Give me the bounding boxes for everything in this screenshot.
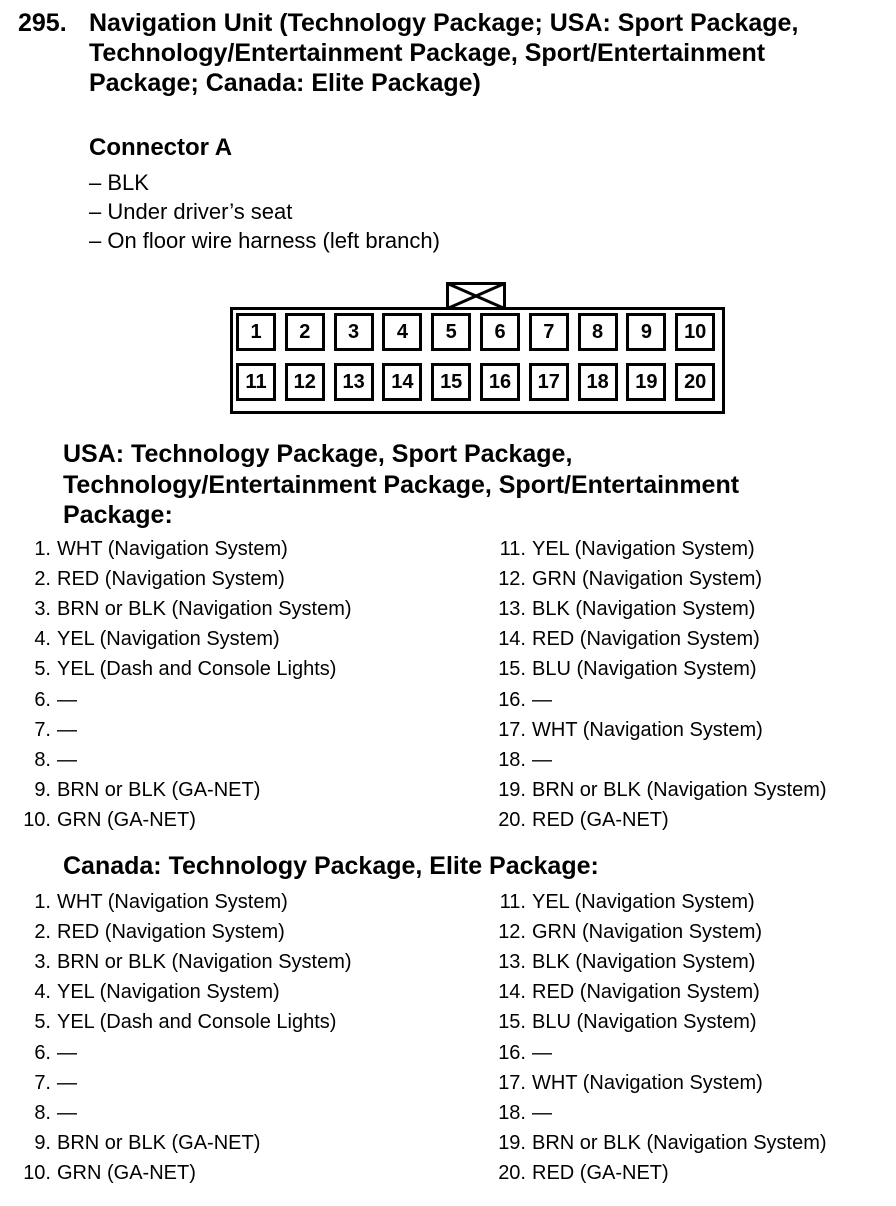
pin-description: YEL (Dash and Console Lights) bbox=[57, 658, 337, 681]
pin-description: GRN (GA-NET) bbox=[57, 1161, 196, 1184]
pin-description: — bbox=[57, 688, 77, 711]
pin-description: BLK (Navigation System) bbox=[532, 598, 756, 621]
pin-description: BRN or BLK (Navigation System) bbox=[57, 951, 352, 974]
connector-body bbox=[230, 307, 725, 414]
pin-list-item bbox=[494, 628, 760, 651]
pin-number: 8. bbox=[34, 748, 51, 771]
pin-number: 13. bbox=[498, 951, 526, 974]
connector-pin-16: 16 bbox=[480, 363, 520, 401]
connector-lock-tab-icon bbox=[446, 282, 506, 310]
pin-description: BRN or BLK (Navigation System) bbox=[532, 1131, 827, 1154]
pin-number: 17. bbox=[498, 1071, 526, 1094]
pin-number: 7. bbox=[34, 1071, 51, 1094]
pin-list-item bbox=[20, 628, 280, 651]
pin-list-item bbox=[20, 1072, 77, 1095]
pin-description: BRN or BLK (Navigation System) bbox=[57, 598, 352, 621]
pin-number: 3. bbox=[34, 951, 51, 974]
connector-diagram bbox=[230, 282, 725, 414]
pin-list-item bbox=[20, 689, 77, 712]
pin-description: WHT (Navigation System) bbox=[57, 891, 288, 913]
connector-detail-color: – BLK bbox=[89, 170, 149, 195]
connector-pin-4: 4 bbox=[382, 313, 422, 351]
pin-number: 5. bbox=[34, 658, 51, 681]
pin-number: 5. bbox=[34, 1011, 51, 1034]
pin-list-item bbox=[20, 921, 285, 944]
connector-pin-13: 13 bbox=[334, 363, 374, 401]
connector-pin-7: 7 bbox=[529, 313, 569, 351]
connector-detail-location: – Under driver’s seat bbox=[89, 199, 293, 224]
connector-pin-18: 18 bbox=[578, 363, 618, 401]
pin-number: 9. bbox=[34, 1131, 51, 1154]
pin-number: 18. bbox=[498, 748, 526, 771]
page-title-line-2: Technology/Entertainment Package, Sport/Entertainment bbox=[89, 39, 766, 67]
connector-pin-14: 14 bbox=[382, 363, 422, 401]
pin-list-item bbox=[20, 779, 260, 802]
connector-heading: Connector A bbox=[89, 134, 233, 161]
pin-description: RED (GA-NET) bbox=[532, 808, 669, 831]
connector-pin-12: 12 bbox=[285, 363, 325, 401]
pin-list-item bbox=[20, 951, 352, 974]
page-title-line-3: Package; Canada: Elite Package) bbox=[89, 69, 481, 97]
connector-pin-8: 8 bbox=[578, 313, 618, 351]
pin-list-item bbox=[494, 1102, 552, 1125]
pin-list-item bbox=[494, 921, 762, 944]
pin-number: 10. bbox=[23, 1161, 51, 1184]
connector-pin-2: 2 bbox=[285, 313, 325, 351]
pin-number: 6. bbox=[34, 1041, 51, 1064]
connector-detail-harness: – On floor wire harness (left branch) bbox=[89, 228, 440, 253]
pin-description: WHT (Navigation System) bbox=[532, 718, 763, 741]
pin-description: RED (GA-NET) bbox=[532, 1161, 669, 1184]
pin-list-item bbox=[494, 1162, 669, 1185]
connector-pin-1: 1 bbox=[236, 313, 276, 351]
pin-number: 14. bbox=[498, 628, 526, 651]
section-1-heading-line-3: Package: bbox=[63, 501, 173, 529]
connector-pin-17: 17 bbox=[529, 363, 569, 401]
section-1-heading-line-1: USA: Technology Package, Sport Package, bbox=[63, 440, 573, 468]
pin-description: WHT (Navigation System) bbox=[532, 1071, 763, 1094]
pin-number: 16. bbox=[498, 688, 526, 711]
connector-pin-15: 15 bbox=[431, 363, 471, 401]
pin-number: 16. bbox=[498, 1041, 526, 1064]
pin-number: 4. bbox=[34, 628, 51, 651]
pin-list-item bbox=[494, 538, 755, 561]
pin-list-item bbox=[20, 719, 77, 742]
pin-description: YEL (Dash and Console Lights) bbox=[57, 1011, 337, 1034]
pin-number: 10. bbox=[23, 808, 51, 831]
pin-list-item bbox=[494, 1042, 552, 1065]
pin-description: BLK (Navigation System) bbox=[532, 951, 756, 974]
pin-list-item bbox=[20, 538, 288, 561]
pin-description: BRN or BLK (Navigation System) bbox=[532, 778, 827, 801]
connector-pin-9: 9 bbox=[626, 313, 666, 351]
pin-description: — bbox=[57, 1041, 77, 1064]
pin-number: 11. bbox=[499, 891, 526, 913]
pin-description: RED (Navigation System) bbox=[532, 981, 760, 1004]
pin-list-item bbox=[20, 1102, 77, 1125]
pin-description: RED (Navigation System) bbox=[57, 921, 285, 944]
pin-list-item bbox=[20, 1042, 77, 1065]
pin-description: RED (Navigation System) bbox=[532, 628, 760, 651]
pin-number: 20. bbox=[498, 1161, 526, 1184]
pin-list-item bbox=[494, 658, 757, 681]
pin-number: 13. bbox=[498, 598, 526, 621]
pin-list-item bbox=[20, 1011, 336, 1034]
pin-description: RED (Navigation System) bbox=[57, 568, 285, 591]
pin-description: BLU (Navigation System) bbox=[532, 1011, 757, 1034]
connector-pin-20: 20 bbox=[675, 363, 715, 401]
pin-list-item bbox=[20, 598, 352, 621]
pin-list-item bbox=[20, 891, 288, 914]
pin-list-item bbox=[494, 1011, 757, 1034]
pin-list-item bbox=[494, 951, 755, 974]
connector-pin-11: 11 bbox=[236, 363, 276, 401]
pin-list-item bbox=[494, 891, 755, 914]
pin-description: — bbox=[532, 748, 552, 771]
entry-number: 295. bbox=[18, 9, 67, 37]
section-2-heading-line-1: Canada: Technology Package, Elite Package: bbox=[63, 852, 599, 880]
pin-number: 2. bbox=[34, 568, 51, 591]
page-title-line-1: Navigation Unit (Technology Package; USA: Sport Package, bbox=[89, 9, 799, 37]
pin-description: — bbox=[532, 1041, 552, 1064]
pin-number: 9. bbox=[34, 778, 51, 801]
pin-description: — bbox=[57, 748, 77, 771]
pin-number: 15. bbox=[498, 658, 526, 681]
pin-list-item bbox=[20, 809, 196, 832]
pin-number: 11. bbox=[499, 538, 526, 560]
pin-list-item bbox=[20, 981, 280, 1004]
pin-description: — bbox=[57, 718, 77, 741]
pin-number: 7. bbox=[34, 718, 51, 741]
pin-description: GRN (Navigation System) bbox=[532, 921, 763, 944]
pin-number: 12. bbox=[498, 921, 526, 944]
pin-number: 8. bbox=[34, 1101, 51, 1124]
pin-list-item bbox=[20, 568, 285, 591]
pin-number: 4. bbox=[34, 981, 51, 1004]
connector-pin-3: 3 bbox=[334, 313, 374, 351]
pin-number: 1. bbox=[34, 891, 51, 913]
pin-description: — bbox=[57, 1101, 77, 1124]
pin-list-item bbox=[494, 598, 755, 621]
pin-list-item bbox=[494, 749, 552, 772]
pin-number: 15. bbox=[498, 1011, 526, 1034]
pin-number: 1. bbox=[34, 538, 51, 560]
section-1-heading-line-2: Technology/Entertainment Package, Sport/Entertainment bbox=[63, 470, 740, 499]
pin-description: — bbox=[57, 1071, 77, 1094]
connector-pin-10: 10 bbox=[675, 313, 715, 351]
pin-list-item bbox=[494, 981, 760, 1004]
connector-pin-19: 19 bbox=[626, 363, 666, 401]
pin-description: YEL (Navigation System) bbox=[532, 538, 755, 560]
pin-number: 20. bbox=[498, 808, 526, 831]
pin-description: YEL (Navigation System) bbox=[57, 628, 280, 651]
pin-description: YEL (Navigation System) bbox=[57, 981, 280, 1004]
pin-list-item bbox=[20, 1132, 260, 1155]
connector-pin-5: 5 bbox=[431, 313, 471, 351]
pin-number: 3. bbox=[34, 598, 51, 621]
pin-list-item bbox=[494, 689, 552, 712]
pin-description: BRN or BLK (GA-NET) bbox=[57, 778, 261, 801]
pin-description: YEL (Navigation System) bbox=[532, 891, 755, 913]
pin-number: 18. bbox=[498, 1101, 526, 1124]
pin-number: 6. bbox=[34, 688, 51, 711]
pin-description: BLU (Navigation System) bbox=[532, 658, 757, 681]
pin-list-item bbox=[20, 749, 77, 772]
pin-list-item bbox=[494, 568, 762, 591]
pin-description: GRN (Navigation System) bbox=[532, 568, 763, 591]
pin-number: 19. bbox=[498, 1131, 526, 1154]
pin-number: 19. bbox=[498, 778, 526, 801]
connector-pin-6: 6 bbox=[480, 313, 520, 351]
pin-number: 2. bbox=[34, 921, 51, 944]
pin-number: 14. bbox=[498, 981, 526, 1004]
pin-list-item bbox=[494, 779, 827, 802]
pin-list-item bbox=[494, 1132, 827, 1155]
pin-list-item bbox=[494, 719, 763, 742]
pin-list-item bbox=[494, 809, 669, 832]
pin-number: 12. bbox=[498, 568, 526, 591]
pin-description: — bbox=[532, 1101, 552, 1124]
pin-description: BRN or BLK (GA-NET) bbox=[57, 1131, 261, 1154]
pin-description: — bbox=[532, 688, 552, 711]
pin-number: 17. bbox=[498, 718, 526, 741]
pin-description: GRN (GA-NET) bbox=[57, 808, 196, 831]
pin-list-item bbox=[20, 658, 336, 681]
pin-list-item bbox=[20, 1162, 196, 1185]
pin-description: WHT (Navigation System) bbox=[57, 538, 288, 560]
pin-list-item bbox=[494, 1072, 763, 1095]
